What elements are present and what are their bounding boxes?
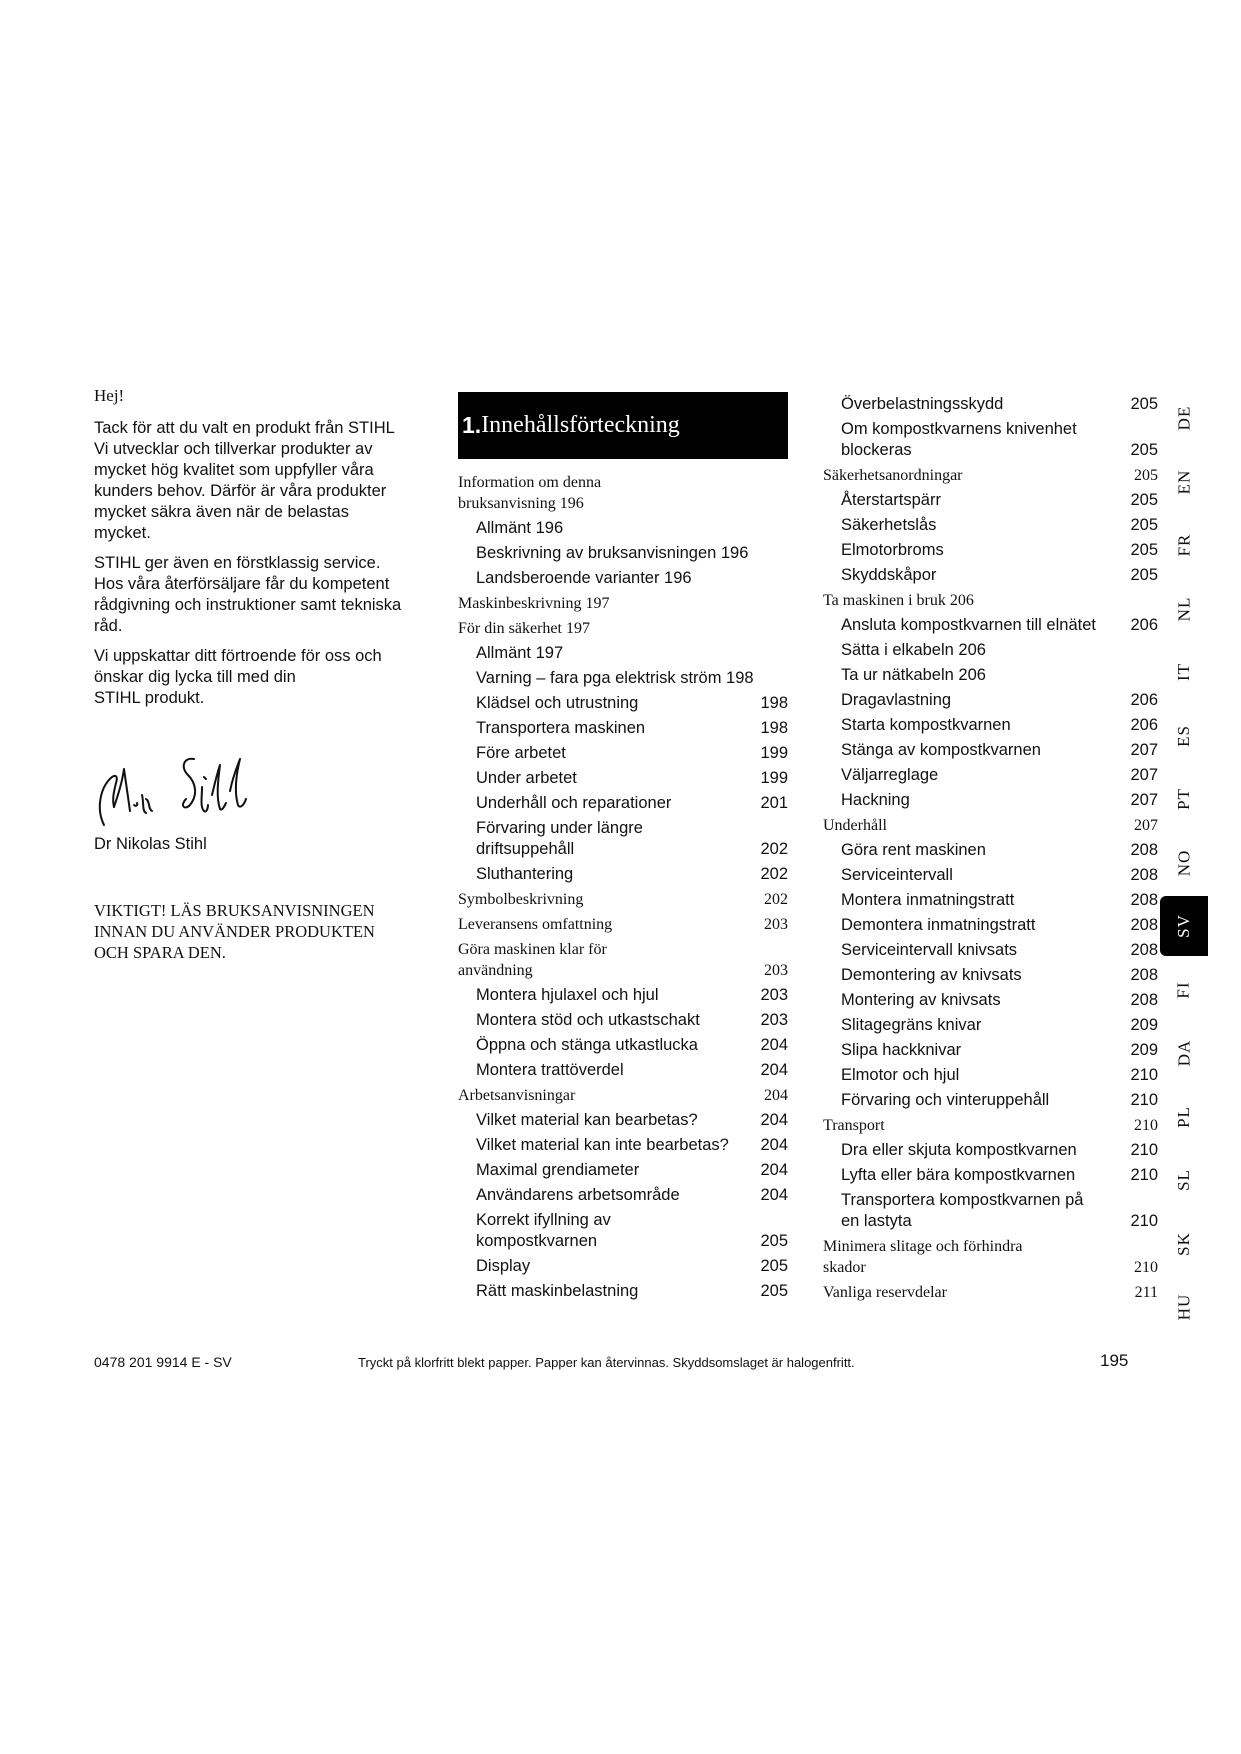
toc-entry-label: Elmotorbroms [841,541,944,559]
toc-section-entry [458,470,788,516]
toc-subentry [823,963,1158,988]
toc-entry-page: 208 [1130,841,1158,859]
toc-entry-label: Förvaring och vinteruppehåll [841,1091,1050,1109]
toc-entry-label: Transport [823,1117,885,1134]
toc-subentry [823,663,1158,688]
toc-section-entry [823,1280,1158,1305]
toc-subentry [823,1188,1158,1234]
language-tab-label: EN [1173,469,1193,494]
toc-entry-label: Säkerhetsanordningar [823,467,963,484]
toc-subentry [823,688,1158,713]
toc-entry-page: 198 [760,719,788,737]
toc-entry-page: 208 [1130,941,1158,959]
toc-entry-label: Stänga av kompostkvarnen [841,741,1041,759]
toc-entry-page: 204 [764,1087,788,1104]
toc-entry-label: Allmänt 196 [476,519,564,537]
toc-subentry [458,566,788,591]
language-tab-label: SL [1174,1169,1193,1191]
toc-subentry [823,417,1158,463]
toc-entry-label: Rätt maskinbelastning [476,1282,639,1300]
toc-entry-page: 204 [760,1036,788,1054]
toc-entry-label: Skyddskåpor [841,566,937,584]
toc-section-entry [823,1113,1158,1138]
warning-notice: VIKTIGT! LÄS BRUKSANVISNINGEN INNAN DU ANVÄNDER PRODUKTEN OCH SPARA DEN. [94,901,375,962]
toc-entry-label: Klädsel och utrustning [476,694,639,712]
toc-subentry [458,666,788,691]
toc-entry-label: Information om denna bruksanvisning 196 [458,474,602,512]
toc-subentry [458,1158,788,1183]
toc-entry-label: Montera stöd och utkastschakt [476,1011,700,1029]
toc-subentry [458,541,788,566]
toc-entry-label: Montera hjulaxel och hjul [476,986,659,1004]
toc-subentry [458,766,788,791]
language-tab-label: IT [1173,662,1193,682]
toc-entry-label: Montera trattöverdel [476,1061,624,1079]
toc-entry-label: Hackning [841,791,910,809]
toc-entry-page: 203 [760,1011,788,1029]
toc-entry-label: Demontera inmatningstratt [841,916,1036,934]
toc-subentry [458,516,788,541]
language-tab-label: PT [1174,788,1193,810]
language-tab-hu[interactable] [1160,1277,1208,1337]
toc-subentry [458,791,788,816]
language-tab-it[interactable] [1160,642,1208,702]
language-tab-label: HU [1174,1293,1193,1321]
toc-subentry [823,838,1158,863]
toc-entry-page: 206 [1130,691,1158,709]
toc-subentry [823,988,1158,1013]
toc-entry-label: Transportera maskinen [476,719,646,737]
toc-entry-label: Vilket material kan bearbetas? [476,1111,698,1129]
toc-subentry [823,488,1158,513]
toc-entry-page: 210 [1130,1141,1158,1159]
language-tab-es[interactable] [1160,706,1208,766]
language-tab-label: DA [1174,1039,1193,1067]
toc-entry-label: Vilket material kan inte bearbetas? [476,1136,729,1154]
greeting: Hej! [94,386,125,405]
toc-section-entry [458,1083,788,1108]
toc-entry-label: Maximal grendiameter [476,1161,640,1179]
toc-subentry [458,1279,788,1304]
toc-entry-label: Återstartspärr [841,491,941,509]
toc-subentry [823,563,1158,588]
toc-entry-page: 204 [760,1161,788,1179]
toc-subentry [823,863,1158,888]
toc-subentry [458,1183,788,1208]
toc-entry-page: 205 [1130,395,1158,413]
toc-entry-page: 205 [1130,541,1158,559]
toc-entry-label: Korrekt ifyllning av kompostkvarnen [476,1211,611,1250]
intro-letter [94,386,430,980]
toc-entry-label: Överbelastningsskydd [841,395,1004,413]
toc-entry-page: 202 [764,891,788,908]
toc-subentry [458,816,788,862]
toc-entry-page: 205 [1130,516,1158,534]
toc-section-entry [823,1234,1158,1280]
toc-section-entry [458,937,788,983]
toc-entry-page: 208 [1130,891,1158,909]
toc-entry-label: Förvaring under längre driftsuppehåll [476,819,643,858]
toc-entry-page: 198 [760,694,788,712]
toc-subentry [823,1063,1158,1088]
toc-subentry [823,1088,1158,1113]
toc-entry-page: 210 [1134,1117,1158,1134]
toc-subentry [458,641,788,666]
toc-subentry [823,392,1158,417]
toc-entry-page: 207 [1130,741,1158,759]
toc-entry-label: Montera inmatningstratt [841,891,1015,909]
toc-list-2 [823,392,1158,1305]
toc-section-entry [823,813,1158,838]
toc-entry-page: 210 [1130,1091,1158,1109]
document-code: 0478 201 9914 E - SV [94,1354,232,1370]
toc-entry-page: 205 [760,1282,788,1300]
toc-entry-label: Dra eller skjuta kompostkvarnen [841,1141,1077,1159]
toc-entry-page: 208 [1130,866,1158,884]
page-number: 195 [1100,1351,1129,1370]
language-tab-label: DE [1173,405,1193,431]
toc-entry-page: 199 [760,769,788,787]
toc-entry-label: Maskinbeskrivning 197 [458,595,610,612]
language-tab-fr[interactable] [1160,515,1208,575]
toc-section-entry [823,588,1158,613]
toc-entry-label: Serviceintervall knivsats [841,941,1018,959]
toc-subentry [823,913,1158,938]
toc-entry-label: Väljarreglage [841,766,939,784]
toc-subentry [823,1138,1158,1163]
toc-entry-label: Vanliga reservdelar [823,1284,947,1301]
toc-section-entry [823,463,1158,488]
toc-entry-label: Arbetsanvisningar [458,1087,576,1104]
language-tab-en[interactable] [1160,452,1208,512]
toc-entry-page: 202 [760,865,788,883]
language-tab-no[interactable] [1160,833,1208,893]
toc-entry-label: Slipa hackknivar [841,1041,962,1059]
toc-entry-page: 205 [1134,467,1158,484]
toc-entry-label: Underhåll och reparationer [476,794,672,812]
toc-entry-label: Lyfta eller bära kompostkvarnen [841,1166,1076,1184]
toc-entry-label: Säkerhetslås [841,516,937,534]
toc-entry-page: 209 [1130,1041,1158,1059]
toc-subentry [823,713,1158,738]
toc-entry-page: 205 [1130,491,1158,509]
toc-entry-label: Underhåll [823,817,887,834]
toc-entry-page: 203 [764,962,788,979]
toc-subentry [458,1208,788,1254]
toc-entry-page: 209 [1130,1016,1158,1034]
toc-subentry [823,763,1158,788]
toc-entry-label: Före arbetet [476,744,566,762]
toc-entry-label: Slitagegräns knivar [841,1016,982,1034]
toc-subentry [458,741,788,766]
toc-entry-page: 205 [1130,566,1158,584]
toc-entry-label: Leveransens omfattning [458,916,613,933]
toc-entry-page: 207 [1130,791,1158,809]
toc-column-1 [458,392,788,1304]
toc-entry-page: 211 [1134,1284,1158,1301]
toc-subentry [458,1254,788,1279]
toc-entry-label: Transportera kompostkvarnen på en lastyta [841,1191,1084,1230]
toc-subentry [823,513,1158,538]
language-tab-label: SK [1173,1231,1193,1256]
toc-entry-label: Minimera slitage och förhindra skador [823,1238,1023,1276]
language-tab-da[interactable] [1160,1023,1208,1083]
toc-entry-page: 204 [760,1111,788,1129]
toc-section-entry [458,591,788,616]
toc-entry-label: Användarens arbetsområde [476,1186,680,1204]
toc-entry-label: Allmänt 197 [476,644,564,662]
toc-section-entry [458,616,788,641]
toc-section-entry [458,912,788,937]
language-tab-label: NO [1174,849,1193,876]
language-tab-de[interactable] [1160,388,1208,448]
toc-subentry [823,613,1158,638]
toc-entry-label: Landsberoende varianter 196 [476,569,692,587]
language-tab-pl[interactable] [1160,1087,1208,1147]
toc-entry-label: Sätta i elkabeln 206 [841,641,986,659]
toc-entry-page: 205 [760,1232,788,1250]
toc-entry-label: Ta maskinen i bruk 206 [823,592,974,609]
toc-entry-page: 204 [760,1186,788,1204]
toc-entry-label: Display [476,1257,531,1275]
toc-entry-label: För din säkerhet 197 [458,620,590,637]
toc-entry-label: Montering av knivsats [841,991,1001,1009]
toc-entry-label: Varning – fara pga elektrisk ström 198 [476,669,754,687]
toc-subentry [823,788,1158,813]
language-tab-pt[interactable] [1160,769,1208,829]
toc-subentry [823,938,1158,963]
toc-subentry [458,1033,788,1058]
toc-subentry [823,888,1158,913]
closing-paragraph: Vi uppskattar ditt förtroende för oss och önskar dig lycka till med din STIHL produkt. [94,647,382,707]
toc-subentry [458,862,788,887]
toc-heading [458,392,788,459]
language-tab-label: NL [1173,596,1193,621]
toc-entry-label: Göra maskinen klar för användning [458,941,607,979]
toc-entry-label: Göra rent maskinen [841,841,986,859]
toc-subentry [458,1058,788,1083]
toc-entry-page: 210 [1130,1066,1158,1084]
toc-subentry [823,1013,1158,1038]
toc-entry-label: Beskrivning av bruksanvisningen 196 [476,544,749,562]
service-paragraph: STIHL ger även en förstklassig service. Hos våra återförsäljare får du kompetent rådgivning och instruktioner samt tekniska råd. [94,554,402,635]
toc-entry-label: Starta kompostkvarnen [841,716,1011,734]
language-tab-fi[interactable] [1160,960,1208,1020]
language-tab-label: PL [1174,1105,1193,1128]
toc-entry-label: Ta ur nätkabeln 206 [841,666,986,684]
toc-entry-page: 207 [1134,817,1158,834]
intro-paragraph: Tack för att du valt en produkt från STIHL Vi utvecklar och tillverkar produkter av mycket hög kvalitet som uppfyller våra kunders behov. Därför är våra produkter mycket säkra även när de belastas mycket. [94,419,395,542]
toc-subentry [458,1108,788,1133]
language-tab-sk[interactable] [1160,1214,1208,1274]
toc-subentry [823,1038,1158,1063]
toc-entry-page: 201 [760,794,788,812]
toc-entry-page: 210 [1134,1259,1158,1276]
toc-entry-page: 204 [760,1136,788,1154]
toc-entry-label: Symbolbeskrivning [458,891,584,908]
language-tab-label: SV [1173,914,1193,938]
toc-entry-label: Serviceintervall [841,866,953,884]
toc-subentry [458,983,788,1008]
toc-entry-page: 208 [1130,966,1158,984]
handwritten-signature [90,747,260,829]
toc-entry-page: 199 [760,744,788,762]
toc-entry-page: 206 [1130,716,1158,734]
toc-number: 1. [462,412,482,438]
language-tab-sl[interactable] [1160,1150,1208,1210]
language-tab-label: FI [1174,980,1193,999]
toc-entry-label: Om kompostkvarnens knivenhet blockeras [841,420,1077,459]
signatory-name: Dr Nikolas Stihl [94,835,207,853]
toc-subentry [458,1008,788,1033]
toc-subentry [823,738,1158,763]
toc-subentry [458,691,788,716]
language-tab-label: FR [1173,533,1193,557]
toc-entry-label: Demontering av knivsats [841,966,1022,984]
toc-title: Innehållsförteckning [481,412,680,438]
toc-subentry [458,1133,788,1158]
toc-subentry [823,638,1158,663]
toc-entry-page: 210 [1130,1212,1158,1230]
toc-section-entry [458,887,788,912]
toc-column-2 [823,392,1158,1305]
language-tab-sv[interactable] [1160,896,1208,956]
toc-subentry [823,1163,1158,1188]
toc-entry-label: Elmotor och hjul [841,1066,960,1084]
toc-subentry [823,538,1158,563]
toc-entry-page: 205 [760,1257,788,1275]
print-note: Tryckt på klorfritt blekt papper. Papper kan återvinnas. Skyddsomslaget är halogenfritt. [358,1355,855,1370]
toc-entry-page: 202 [760,840,788,858]
toc-entry-label: Ansluta kompostkvarnen till elnätet [841,616,1096,634]
toc-subentry [458,716,788,741]
toc-entry-page: 208 [1130,991,1158,1009]
language-tab-label: ES [1174,724,1193,747]
toc-entry-page: 210 [1130,1166,1158,1184]
toc-entry-page: 206 [1130,616,1158,634]
toc-entry-page: 208 [1130,916,1158,934]
toc-entry-page: 205 [1130,441,1158,459]
toc-entry-page: 207 [1130,766,1158,784]
toc-entry-label: Sluthantering [476,865,574,883]
toc-entry-label: Öppna och stänga utkastlucka [476,1036,698,1054]
toc-entry-label: Under arbetet [476,769,577,787]
toc-list-1 [458,470,788,1304]
toc-entry-page: 203 [760,986,788,1004]
toc-entry-label: Dragavlastning [841,691,952,709]
toc-entry-page: 204 [760,1061,788,1079]
language-tab-nl[interactable] [1160,579,1208,639]
toc-entry-page: 203 [764,916,788,933]
